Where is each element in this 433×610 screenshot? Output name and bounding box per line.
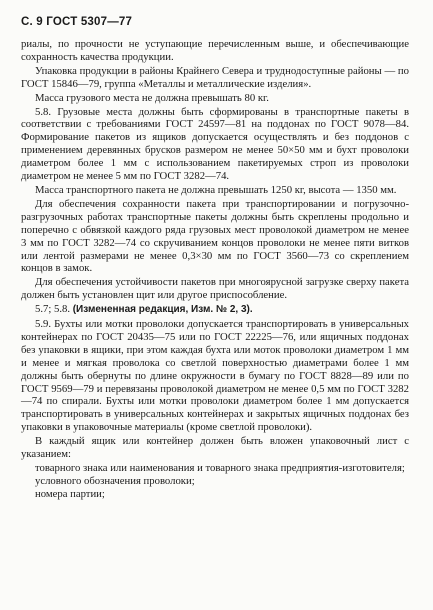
paragraph-packing-list: В каждый ящик или контейнер должен быть вложен упаковочный лист с указанием:: [21, 435, 409, 461]
paragraph-stability: Для обеспечения устойчивости пакетов при многоярусной загрузке сверху пакета должен быть установлен щит или другое приспособление.: [21, 276, 409, 302]
list-item: номера партии;: [35, 487, 105, 500]
paragraph-package-fastening: Для обеспечения сохранности пакета при транспортировании и погрузочно-разгрузочных работах транспортные пакеты должны быть скреплены продольно и поперечно с обвязкой каждого ряда грузовых мест проволокой диаметром не менее 3 мм по ГОСТ 3282—74 со скручиванием концов проволоки не менее пяти витков или лентой размерами не менее 0,3×30 мм по ГОСТ 3560—73 со скреплением концов в замок.: [21, 197, 409, 275]
paragraph-north-packing: Упаковка продукции в районы Крайнего Севера и труднодоступные районы — по ГОСТ 15846—79, группа «Металлы и металлические изделия».: [21, 64, 409, 90]
paragraph-continuation: риалы, по прочности не уступающие перечисленным выше, и обеспечивающие сохранность качества продукции.: [21, 38, 409, 63]
page-header: С. 9 ГОСТ 5307—77: [21, 16, 133, 28]
amendment-text: (Измененная редакция, Изм. № 2, 3).: [72, 304, 253, 316]
paragraph-mass-limit: Масса грузового места не должна превышать 80 кг.: [35, 91, 269, 104]
paragraph-5-9: 5.9. Бухты или мотки проволоки допускается транспортировать в универсальных контейнерах по ГОСТ 20435—75 или по ГОСТ 22225—76, или ящичных поддонах без упаковки в ящики, при этом каждая бухта или моток проволоки диаметром 1 мм и менее и мягкая проволока со светлой поверхностью диаметрами более 1 мм должны быть обернуты по длине окружности в бумагу по ГОСТ 8828—89 или по ГОСТ 9569—79 и перевязаны проволокой диаметром не менее 0,5 мм по ГОСТ 3282—74 по спирали. Бухты или мотки проволоки диаметром более 1 мм допускается транспортировать в универсальных контейнерах и закрытых ящичных поддонах без упаковки в упаковочные материалы (кроме светлой проволоки).: [21, 318, 409, 434]
amendment-note: [21, 303, 409, 317]
paragraph-5-8: 5.8. Грузовые места должны быть сформированы в транспортные пакеты в соответствии с требованиями ГОСТ 24597—81 на поддонах по ГОСТ 9078—84. Формирование пакетов из ящиков допускается осуществлять и без поддонов с применением деревянных брусков размером не менее 50×50 мм и бухт проволоки диаметром более 1 мм с использованием пакетируемых строп из проволоки диаметром не менее 5 мм по ГОСТ 3282—74.: [21, 105, 409, 183]
amendment-ref: 5.7; 5.8.: [35, 303, 71, 316]
list-item: условного обозначения проволоки;: [35, 474, 195, 487]
list-item: товарного знака или наименования и товарного знака предприятия-изготовителя;: [35, 462, 405, 474]
paragraph-package-mass: Масса транспортного пакета не должна превышать 1250 кг, высота — 1350 мм.: [35, 183, 397, 196]
document-body: [21, 38, 409, 501]
